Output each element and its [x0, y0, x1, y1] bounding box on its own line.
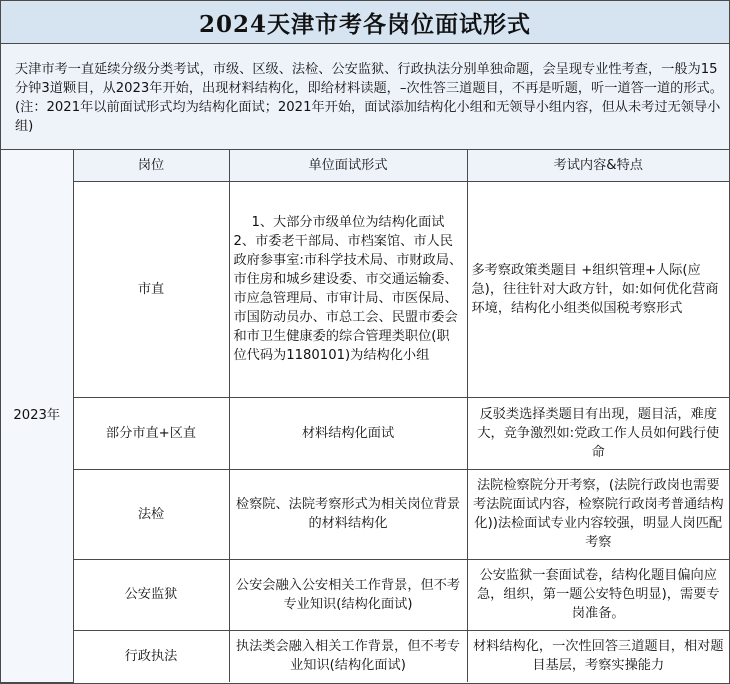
table-row	[1, 559, 729, 630]
position-cell: 公安监狱	[73, 559, 229, 630]
header-format: 单位面试形式	[229, 150, 467, 181]
position-cell: 法检	[73, 469, 229, 559]
content-cell: 多考察政策类题目 +组织管理+人际(应急)，往往针对大政方针，如:如何优化营商环境，结构化小组类似国税考察形式	[467, 181, 729, 397]
table-row	[1, 181, 729, 397]
position-cell: 行政执法	[73, 630, 229, 682]
content-cell: 材料结构化，一次性回答三道题目，相对题目基层，考察实操能力	[467, 630, 729, 682]
content-cell: 公安监狱一套面试卷，结构化题目偏向应急，组织，第一题公安特色明显)，需要专岗准备。	[467, 559, 729, 630]
format-cell: 公安会融入公安相关工作背景，但不考专业知识(结构化面试)	[229, 559, 467, 630]
content-cell: 法院检察院分开考察，(法院行政岗也需要考法院面试内容，检察院行政岗考普通结构化))法检面试专业内容较强，明显人岗匹配考察	[467, 469, 729, 559]
page-title: 2024天津市考各岗位面试形式	[1, 1, 729, 44]
format-cell: 检察院、法院考察形式为相关岗位背景的材料结构化	[229, 469, 467, 559]
table-header-row	[1, 150, 729, 181]
table-row	[1, 469, 729, 559]
table-row	[1, 397, 729, 469]
year-cell: 2023年	[1, 150, 73, 682]
format-cell: 材料结构化面试	[229, 397, 467, 469]
content-cell: 反驳类选择类题目有出现，题目活，难度大，竞争激烈如:党政工作人员如何践行使命	[467, 397, 729, 469]
table-row	[1, 630, 729, 682]
interview-format-table	[1, 150, 729, 683]
position-cell: 部分市直+区直	[73, 397, 229, 469]
header-position: 岗位	[73, 150, 229, 181]
intro-paragraph: 天津市考一直延续分级分类考试，市级、区级、法检、公安监狱、行政执法分别单独命题，会呈现专业性考查，一般为15分钟3道颗目，从2023年开始，出现材料结构化，即给材料读题，–次性答三道题目，不再是听题，听一道答一道的形式。(注：2021年以前面试形式均为结构化面试；2021年开始，面试添加结构化小组和无领导小组内容，但从未考过无领导小组)	[1, 44, 729, 150]
format-line: 2、市委老干部局、市档案馆、市人民政府参事室:市科学技术局、市财政局、市住房和城乡建设委、市交通运输委、市应急管理局、市审计局、市医保局、市国防动员办、市总工会、民盟市委会和市卫生健康委的综合管理类职位(职位代码为1180101)为结构化小组	[233, 234, 463, 363]
format-cell: 执法类会融入相关工作背景，但不考专业知识(结构化面试)	[229, 630, 467, 682]
header-content: 考试内容&特点	[467, 150, 729, 181]
position-cell: 市直	[73, 181, 229, 397]
format-cell	[229, 181, 467, 397]
format-line: 1、大部分市级单位为结构化面试	[251, 215, 445, 230]
